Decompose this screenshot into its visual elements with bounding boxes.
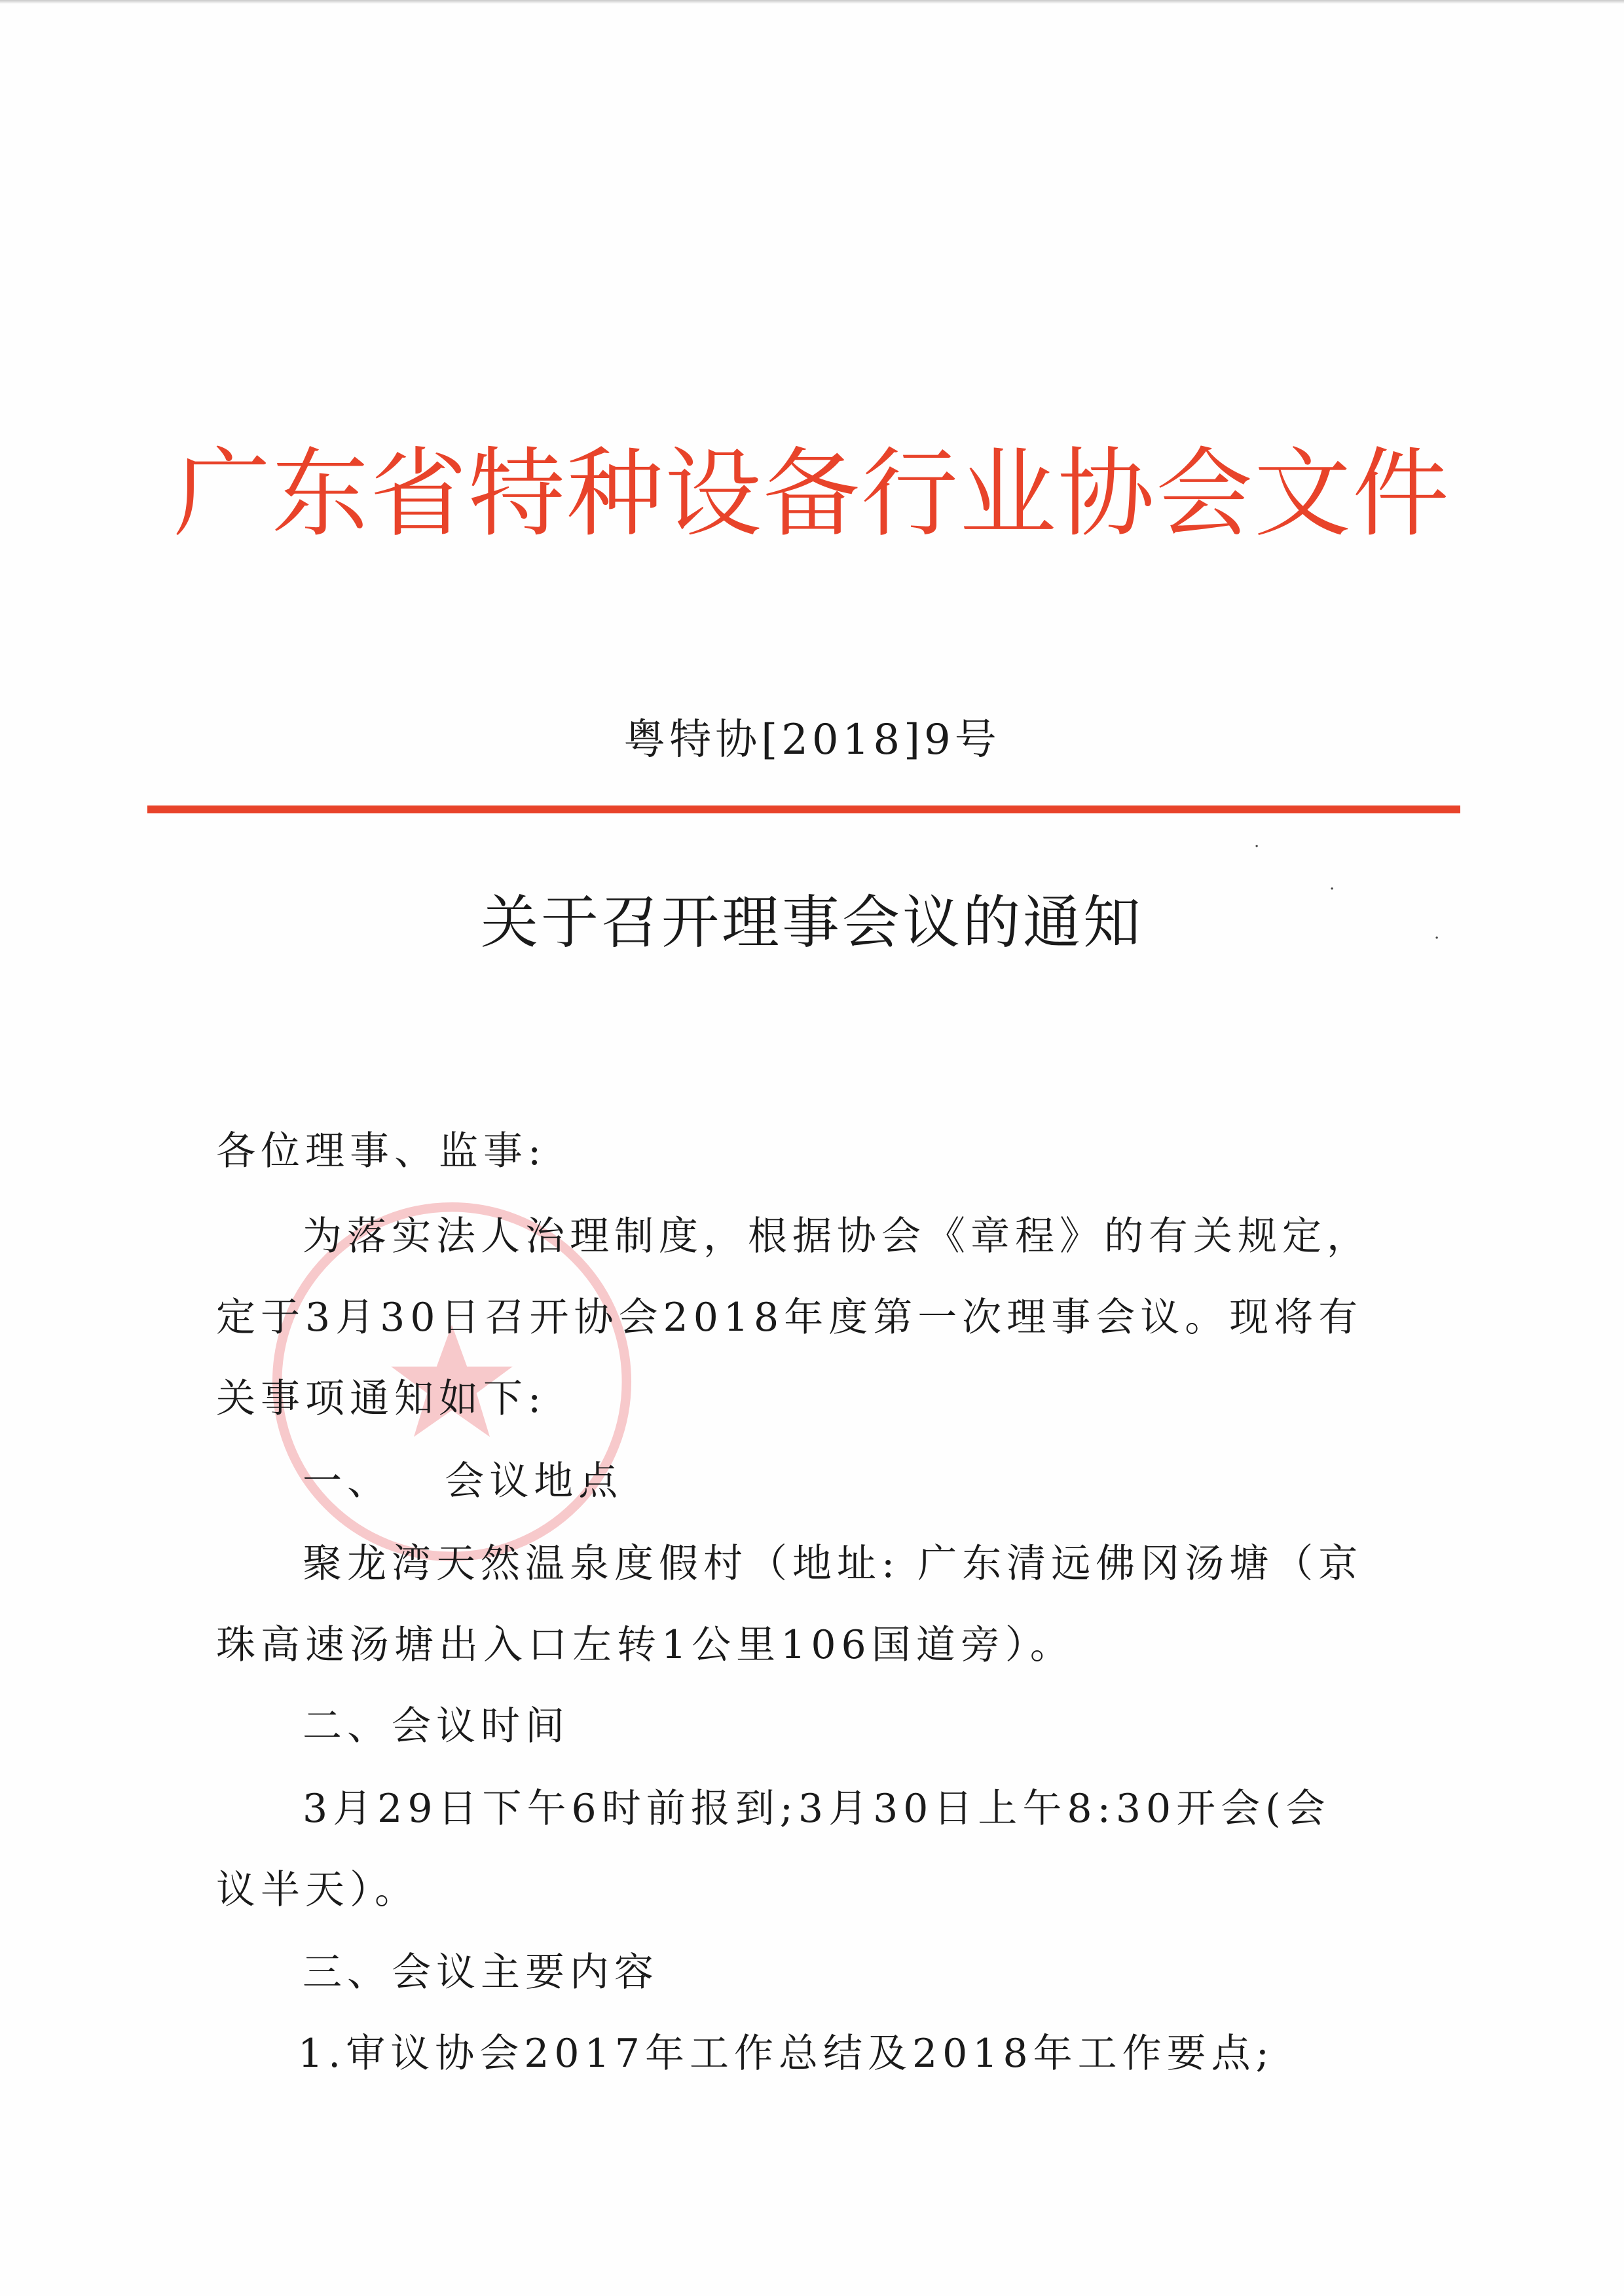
red-divider-rule <box>147 805 1460 813</box>
section-3-heading: 三、会议主要内容 <box>303 1950 659 1995</box>
scan-top-edge <box>0 0 1624 4</box>
section-3-item-1: 1.审议协会2017年工作总结及2018年工作要点; <box>298 2031 1274 2077</box>
section-2-line-1: 3月29日下午6时前报到;3月30日上午8:30开会(会 <box>303 1786 1331 1832</box>
scan-speck: · <box>1254 837 1260 857</box>
section-1-heading: 一、 会议地点 <box>303 1458 623 1504</box>
section-2-heading: 二、会议时间 <box>303 1703 570 1749</box>
section-2-line-2: 议半天）。 <box>216 1867 419 1913</box>
salutation: 各位理事、监事: <box>216 1128 547 1174</box>
org-header-title: 广东省特种设备行业协会文件 <box>174 437 1450 550</box>
intro-paragraph-line-1: 为落实法人治理制度，根据协会《章程》的有关规定， <box>303 1213 1371 1259</box>
section-1-line-1: 聚龙湾天然温泉度假村（地址: 广东清远佛冈汤塘（京 <box>303 1541 1363 1587</box>
intro-paragraph-line-2: 定于3月30日召开协会2018年度第一次理事会议。现将有 <box>216 1295 1363 1341</box>
document-number: 粤特协[2018]9号 <box>623 716 1001 764</box>
scan-speck: · <box>1434 929 1440 948</box>
intro-paragraph-line-3: 关事项通知如下: <box>216 1376 547 1422</box>
notice-title: 关于召开理事会议的通知 <box>480 889 1143 956</box>
scan-speck: · <box>1329 880 1335 899</box>
section-1-line-2: 珠高速汤塘出入口左转1公里106国道旁）。 <box>216 1622 1075 1668</box>
